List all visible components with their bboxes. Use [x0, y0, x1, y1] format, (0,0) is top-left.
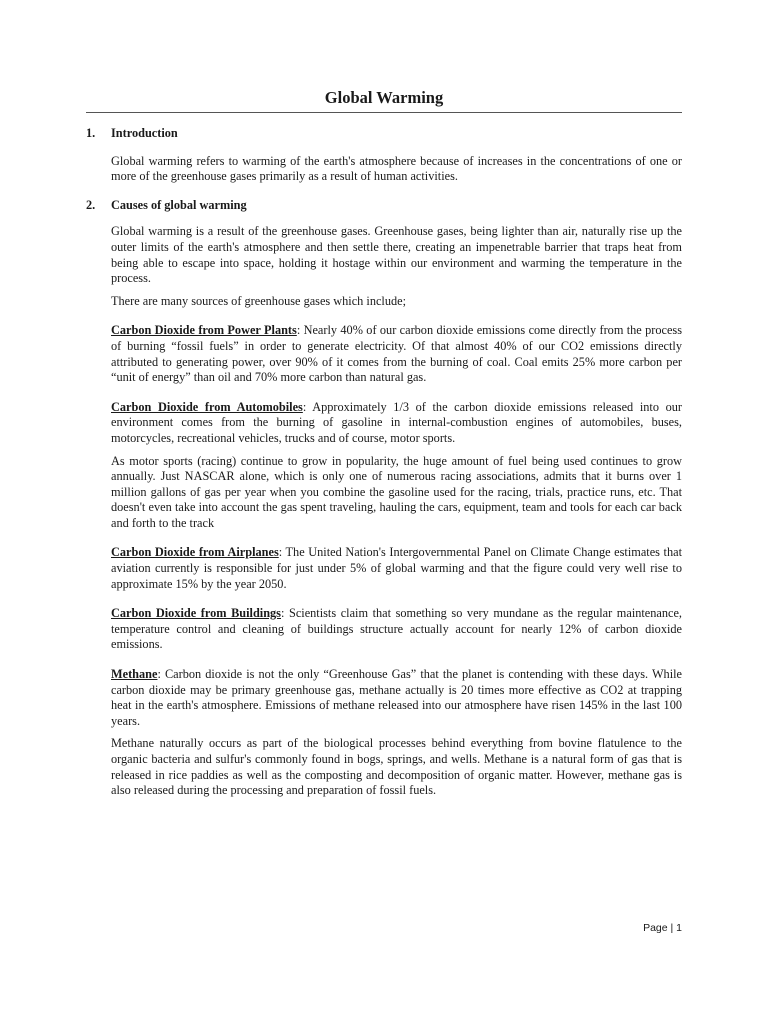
document-page	[86, 0, 682, 1024]
source-paragraph	[111, 545, 682, 592]
section-heading	[86, 198, 682, 214]
paragraph: Global warming is a result of the greenhouse gases. Greenhouse gases, being lighter than air, naturally rise up the outer limits of the earth's atmosphere and then settle there, creating an impenetrable barrier that traps heat from being able to escape into space, holding it hostage within our environment and warming the temperature in the process.	[111, 224, 682, 286]
source-text: : Scientists claim that something so very mundane as the regular maintenance, temperature control and cleaning of buildings structure actually account for nearly 12% of carbon dioxide emissions.	[111, 606, 683, 652]
title-divider	[86, 112, 682, 113]
paragraph: Global warming refers to warming of the earth's atmosphere because of increases in the concentrations of one or more of the greenhouse gases primarily as a result of human activities.	[111, 153, 682, 184]
page-number: Page | 1	[643, 922, 682, 934]
document-body	[86, 126, 682, 799]
source-text: : The United Nation's Intergovernmental Panel on Climate Change estimates that aviation currently is responsible for just under 5% of global warming and that the figure could very well rise to approximate 15% by the year 2050.	[111, 545, 682, 591]
paragraph: Methane naturally occurs as part of the biological processes behind everything from bovine flatulence to the organic bacteria and sulfur's commonly found in bogs, springs, and wells. Methane is a natural form of gas that is released in rice paddies as well as the composting and decomposition of organic matter. However, methane gas is also released during the processing and preparation of fossil fuels.	[111, 736, 682, 798]
paragraph: There are many sources of greenhouse gases which include;	[111, 293, 407, 308]
source-text: : Nearly 40% of our carbon dioxide emissions come directly from the process of burning “fossil fuels” in order to generate electricity. Of that almost 40% of our CO2 emissions directly attributed to generating power, over 90% of it comes from the burning of coal. Coal emits 25% more carbon per “unit of energy” than oil and 70% more carbon than natural gas.	[111, 323, 683, 385]
paragraph: As motor sports (racing) continue to grow in popularity, the huge amount of fuel being used continues to grow annually. Just NASCAR alone, which is only one of numerous racing associations, admits that it burns over 1 million gallons of gas per year when you combine the gasoline used for the racing, trials, practice runs, etc. That doesn't even take into account the gas spent traveling, hauling the cars, equipment, team and tools for each car back and forth to the track	[111, 453, 682, 530]
source-label: Carbon Dioxide from Buildings	[111, 606, 281, 621]
document-title: Global Warming	[324, 88, 444, 107]
source-text: : Carbon dioxide is not the only “Greenhouse Gas” that the planet is contending with these days. While carbon dioxide may be primary greenhouse gas, methane actually is 20 times more effective as CO2 at trapping heat in the earth's atmosphere. Emissions of methane released into our atmosphere have risen 145% in the last 100 years.	[111, 667, 682, 728]
section-number: 1.	[86, 126, 96, 140]
source-label: Methane	[111, 667, 158, 682]
source-label: Carbon Dioxide from Power Plants	[111, 323, 297, 338]
section-title: Introduction	[111, 126, 178, 140]
source-text: : Approximately 1/3 of the carbon dioxide emissions released into our environment comes from the burning of gasoline in internal-combustion engines of automobiles, buses, motorcycles, recreational vehicles, trucks and of course, motor sports.	[111, 399, 682, 445]
source-paragraph	[111, 400, 682, 447]
section-number: 2.	[86, 197, 96, 212]
source-paragraph	[111, 667, 682, 729]
source-label: Carbon Dioxide from Automobiles	[111, 399, 303, 414]
source-paragraph	[111, 323, 682, 385]
source-paragraph	[111, 606, 682, 653]
source-label: Carbon Dioxide from Airplanes	[111, 545, 279, 560]
section-heading	[86, 126, 682, 142]
section-title: Causes of global warming	[111, 197, 247, 212]
